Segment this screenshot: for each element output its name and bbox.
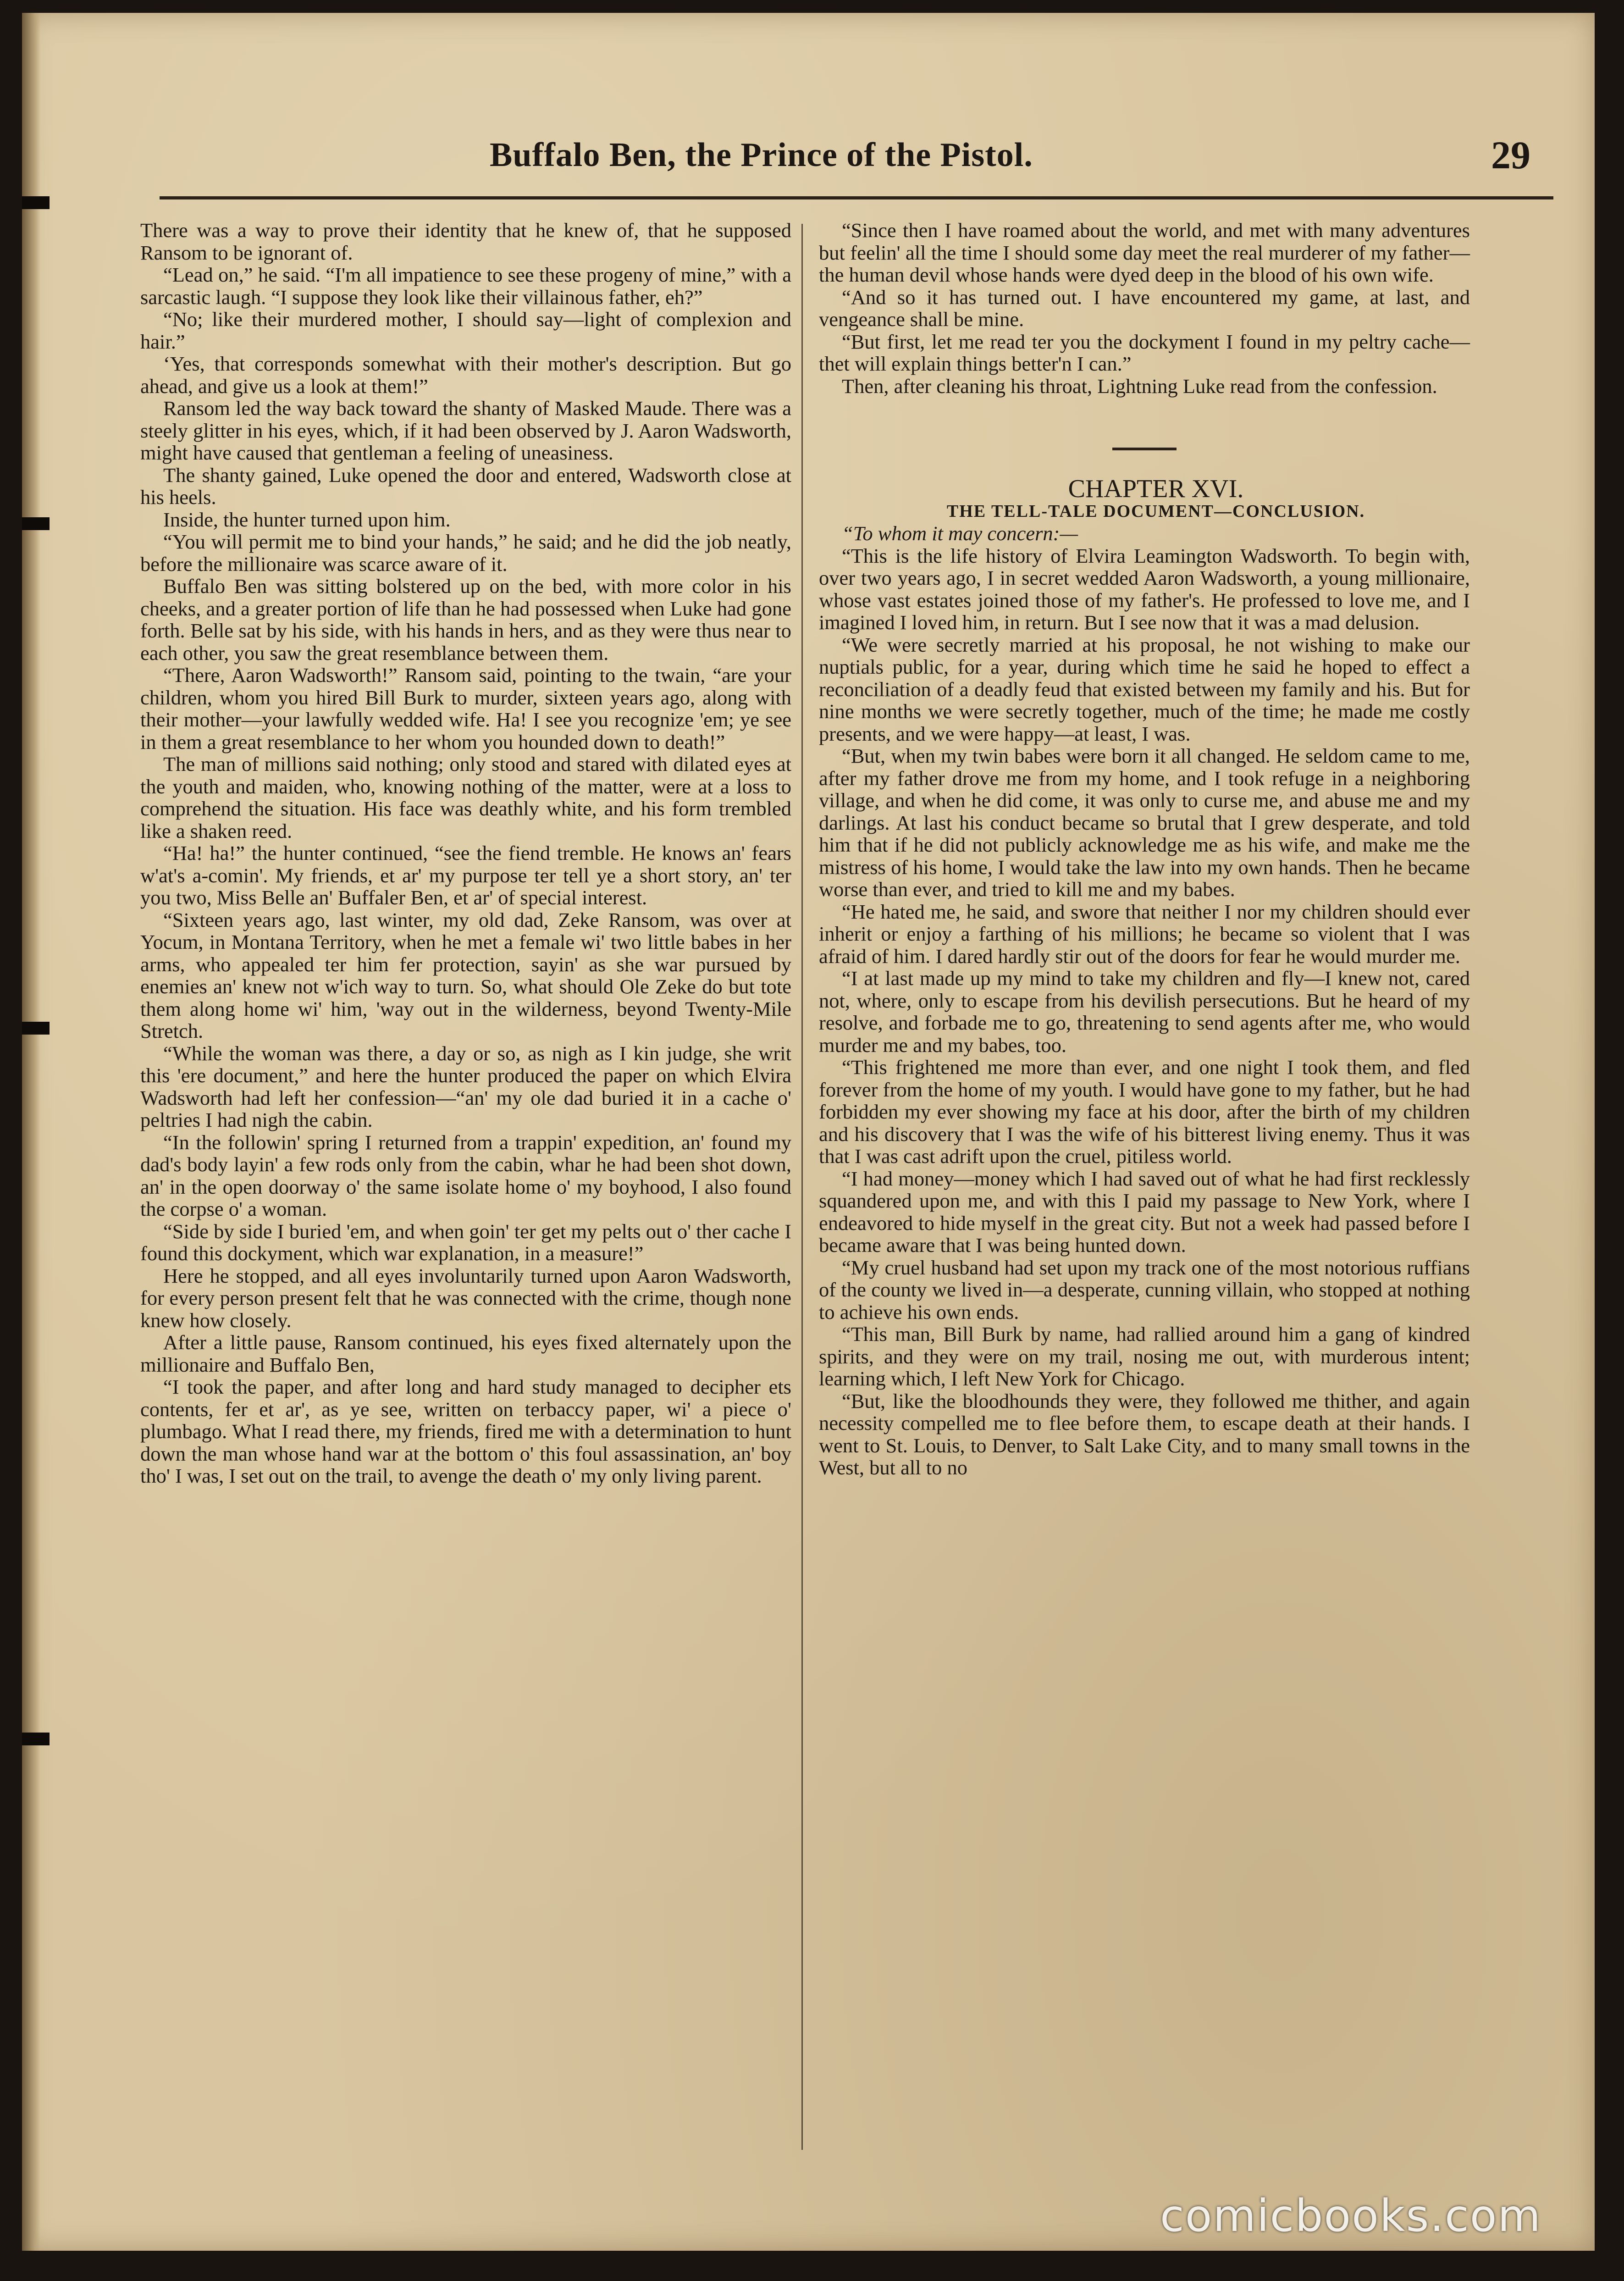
paragraph: “While the woman was there, a day or so, as nigh as I kin judge, she writ this 'ere document,” and here the hunter produced the paper on which Elvira Wadsworth had left her confession—“an' my ole dad buried it in a cache o' peltries I had nigh the cabin. xyxy=(140,1041,791,1131)
left-column xyxy=(140,219,791,1487)
paragraph: “Lead on,” he said. “I'm all impatience to see these progeny of mine,” with a sarcastic laugh. “I suppose they look like their villainous father, eh?” xyxy=(140,263,791,309)
page-spine xyxy=(22,13,40,2251)
page-header xyxy=(132,127,1558,183)
paragraph: Here he stopped, and all eyes involuntarily turned upon Aaron Wadsworth, for every person present felt that he was connected with the crime, though none knew how closely. xyxy=(140,1264,791,1332)
paragraph: “He hated me, he said, and swore that neither I nor my children should ever inherit or enjoy a farthing of his millions; he became so violent that I was afraid of him. I dared hardly stir out of the doors for fear he would murder me. xyxy=(819,900,1470,968)
chapter-subtitle: THE TELL-TALE DOCUMENT—CONCLUSION. xyxy=(946,501,1365,521)
paragraph: “There, Aaron Wadsworth!” Ransom said, pointing to the twain, “are your children, whom you hired Bill Burk to murder, sixteen years ago, along with their mother—your lawfully wedded wife. Ha! I see you recognize 'em; ye see in them a great resemblance to her whom you hounded down to death!” xyxy=(140,664,791,753)
paragraph: “This man, Bill Burk by name, had rallied around him a gang of kindred spirits, and they were on my trail, nosing me out, with murderous intent; learning which, I left New York for Chicago. xyxy=(819,1323,1470,1390)
section-rule xyxy=(1112,448,1177,450)
paragraph: “This frightened me more than ever, and one night I took them, and fled forever from the home of my youth. I would have gone to my father, but he had forbidden my ever showing my face at his door, after the birth of my children and his discovery that I was the wife of his bitterest living enemy. Thus it was that I was cast adrift upon the cruel, pitiless world. xyxy=(819,1056,1470,1168)
paragraph: “But, like the bloodhounds they were, they followed me thither, and again necessity compelled me to flee before them, to escape death at their hands. I went to St. Louis, to Denver, to Salt Lake City, and to many small towns in the West, but all to no xyxy=(819,1389,1470,1479)
paragraph: The man of millions said nothing; only stood and stared with dilated eyes at the youth and maiden, who, knowing nothing of the matter, were at a loss to comprehend the situation. His face was deathly white, and his form trembled like a shaken reed. xyxy=(140,753,791,842)
binding-tab xyxy=(22,1022,50,1035)
running-title: Buffalo Ben, the Prince of the Pistol. xyxy=(490,136,1033,174)
paragraph: “We were secretly married at his proposal, he not wishing to make our nuptials public, for a year, during which time he said he hoped to effect a reconciliation of a deadly feud that existed between my family and his. But for nine months we were secretly together, much of the time; he made me costly presents, and we were happy—at least, I was. xyxy=(819,633,1470,745)
paragraph: “But first, let me read ter you the dockyment I found in my peltry cache—thet will explain things better'n I can.” xyxy=(819,330,1470,375)
paragraph: “No; like their murdered mother, I should say—light of complexion and hair.” xyxy=(140,308,791,353)
paragraph: ‘Yes, that corresponds somewhat with their mother's description. But go ahead, and give us a look at them!” xyxy=(140,352,791,398)
paragraph: “Since then I have roamed about the world, and met with many adventures but feelin' all the time I should some day meet the real murderer of my father—the human devil whose hands were dyed deep in the blood of his own wife. xyxy=(819,219,1470,286)
paragraph: After a little pause, Ransom continued, his eyes fixed alternately upon the millionaire and Buffalo Ben, xyxy=(140,1331,791,1376)
chapter-heading: CHAPTER XVI. xyxy=(1068,475,1244,503)
binding-tab xyxy=(22,196,50,209)
paragraph: Buffalo Ben was sitting bolstered up on the bed, with more color in his cheeks, and a greater portion of life than he had possessed when Luke had gone forth. Belle sat by his side, with his hands in hers, and as they were thus near to each other, you saw the great resemblance between them. xyxy=(140,575,791,664)
paragraph: “I had money—money which I had saved out of what he had first recklessly squandered upon me, and with this I paid my passage to New York, where I endeavored to hide myself in the great city. But not a week had passed before I became aware that I was being hunted down. xyxy=(819,1167,1470,1257)
paragraph: “Sixteen years ago, last winter, my old dad, Zeke Ransom, was over at Yocum, in Montana Territory, when he met a female wi' two little babes in her arms, who appealed ter him fer protection, sayin' as she war pursued by enemies an' knew not w'ich way to turn. So, what should Ole Zeke do but tote them along home wi' him, 'way out in the wilderness, beyond Twenty-Mile Stretch. xyxy=(140,908,791,1042)
page-number: 29 xyxy=(1491,133,1530,177)
header-rule xyxy=(160,196,1553,199)
paragraph: “Ha! ha!” the hunter continued, “see the fiend tremble. He knows an' fears w'at's a-comin'. My friends, et ar' my purpose ter tell ye a short story, an' ter you two, Miss Belle an' Buffaler Ben, et ar' of special interest. xyxy=(140,842,791,909)
paragraph: “I took the paper, and after long and hard study managed to decipher ets contents, fer et ar', as ye see, written on terbaccy paper, wi' a piece o' plumbago. What I read there, my friends, fired me with a determination to hunt down the man whose hand war at the bottom o' this foul assassination, an' boy tho' I was, I set out on the trail, to avenge the death o' my only living parent. xyxy=(140,1375,791,1487)
right-column xyxy=(819,219,1470,1479)
paragraph: The shanty gained, Luke opened the door and entered, Wadsworth close at his heels. xyxy=(140,463,791,509)
paragraph: “But, when my twin babes were born it all changed. He seldom came to me, after my father drove me from my home, and I took refuge in a neighboring village, and when he did come, it was only to curse me, and abuse me and my darlings. At last his conduct became so brutal that I grew desperate, and told him that if he did not publicly acknowledge me as his wife, and make me the mistress of his home, I would take the law into my own hands. Then he became worse than ever, and tried to kill me and my babes. xyxy=(819,744,1470,901)
paragraph: “I at last made up my mind to take my children and fly—I knew not, cared not, where, only to escape from his devilish persecutions. But he heard of my resolve, and forbade me to go, threatening to send agents after me, who would murder me and my babes, too. xyxy=(819,967,1470,1057)
newspaper-page xyxy=(22,13,1595,2251)
paragraph: “In the followin' spring I returned from a trappin' expedition, an' found my dad's body layin' a few rods only from the cabin, whar he had been shot down, an' in the open doorway o' the same isolate home o' my boyhood, I also found the corpse o' a woman. xyxy=(140,1130,791,1220)
paragraph: Ransom led the way back toward the shanty of Masked Maude. There was a steely glitter in his eyes, which, if it had been observed by J. Aaron Wadsworth, might have caused that gentleman a feeling of uneasiness. xyxy=(140,397,791,464)
paragraph: “My cruel husband had set upon my track one of the most notorious ruffians of the county we lived in—a desperate, cunning villain, who stopped at nothing to achieve his own ends. xyxy=(819,1256,1470,1323)
binding-tab xyxy=(22,517,50,530)
watermark: comicbooks.com xyxy=(1160,2190,1541,2242)
paragraph: “You will permit me to bind your hands,” he said; and he did the job neatly, before the millionaire was scarce aware of it. xyxy=(140,530,791,576)
column-divider xyxy=(801,224,803,2150)
paragraph: Inside, the hunter turned upon him. xyxy=(163,508,451,531)
binding-tab xyxy=(22,1733,50,1745)
salutation: “To whom it may concern:— xyxy=(842,522,1078,545)
paragraph: “Side by side I buried 'em, and when goin' ter get my pelts out o' ther cache I found this dockyment, which war explanation, in a measure!” xyxy=(140,1219,791,1265)
paragraph: “And so it has turned out. I have encountered my game, at last, and vengeance shall be mine. xyxy=(819,285,1470,331)
paragraph: There was a way to prove their identity that he knew of, that he supposed Ransom to be ignorant of. xyxy=(140,219,791,264)
paragraph: Then, after cleaning his throat, Lightning Luke read from the confession. xyxy=(842,374,1437,398)
paragraph: “This is the life history of Elvira Leamington Wadsworth. To begin with, over two years ago, I in secret wedded Aaron Wadsworth, a young millionaire, whose vast estates joined those of my father's. He professed to love me, and I imagined I loved him, in return. But I see now that it was a mad delusion. xyxy=(819,544,1470,634)
